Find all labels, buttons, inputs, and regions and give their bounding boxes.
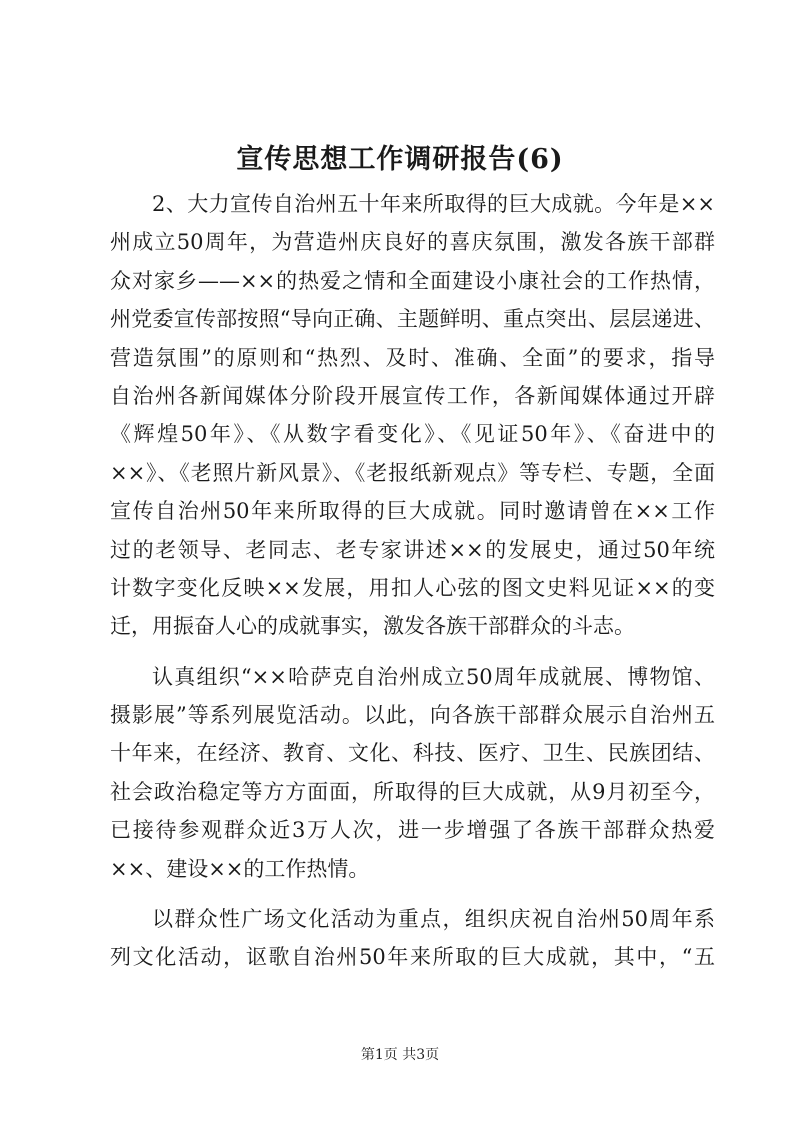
text-line: 州成立50周年，为营造州庆良好的喜庆氛围，激发各族干部群 — [110, 230, 715, 255]
document-body — [110, 185, 715, 977]
paragraph-gap — [110, 646, 715, 658]
text-line: 《辉煌50年》、《从数字看变化》、《见证50年》、《奋进中的 — [110, 422, 715, 447]
text-line: 认真组织“××哈萨克自治州成立50周年成就展、博物馆、 — [152, 664, 715, 689]
paragraph — [110, 658, 715, 888]
text-line: 2、大力宣传自治州五十年来所取得的巨大成就。今年是×× — [152, 192, 715, 216]
text-line: 社会政治稳定等方方面面，所取得的巨大成就，从9月初至今， — [110, 779, 715, 804]
text-line: 迁，用振奋人心的成就事实，激发各族干部群众的斗志。 — [110, 614, 635, 639]
text-line: 列文化活动，讴歌自治州50年来所取的巨大成就，其中，“五 — [110, 945, 715, 970]
paragraph-gap — [110, 888, 715, 900]
text-line: 营造氛围”的原则和“热烈、及时、准确、全面”的要求，指导 — [110, 345, 715, 370]
text-line: 州党委宣传部按照“导向正确、主题鲜明、重点突出、层层递进、 — [110, 307, 715, 332]
text-line: ××》、《老照片新风景》、《老报纸新观点》等专栏、专题，全面 — [110, 460, 715, 485]
text-line: ××、建设××的工作热情。 — [110, 856, 370, 881]
paragraph — [110, 900, 715, 977]
text-line: 摄影展”等系列展览活动。以此，向各族干部群众展示自治州五 — [110, 703, 715, 728]
document-title: 宣传思想工作调研报告(6) — [236, 144, 564, 175]
page-number-footer: 第1页 共3页 — [360, 1047, 440, 1063]
text-line: 计数字变化反映××发展，用扣人心弦的图文史料见证××的变 — [110, 575, 715, 600]
text-line: 已接待参观群众近3万人次，进一步增强了各族干部群众热爱 — [110, 818, 715, 843]
paragraph — [110, 185, 715, 646]
text-line: 过的老领导、老同志、老专家讲述××的发展史，通过50年统 — [110, 537, 715, 562]
text-line: 自治州各新闻媒体分阶段开展宣传工作，各新闻媒体通过开辟 — [110, 383, 715, 408]
text-line: 十年来，在经济、教育、文化、科技、医疗、卫生、民族团结、 — [110, 741, 715, 766]
text-line: 众对家乡——××的热爱之情和全面建设小康社会的工作热情， — [110, 268, 715, 293]
text-line: 宣传自治州50年来所取得的巨大成就。同时邀请曾在××工作 — [110, 499, 715, 524]
text-line: 以群众性广场文化活动为重点，组织庆祝自治州50周年系 — [152, 907, 715, 932]
